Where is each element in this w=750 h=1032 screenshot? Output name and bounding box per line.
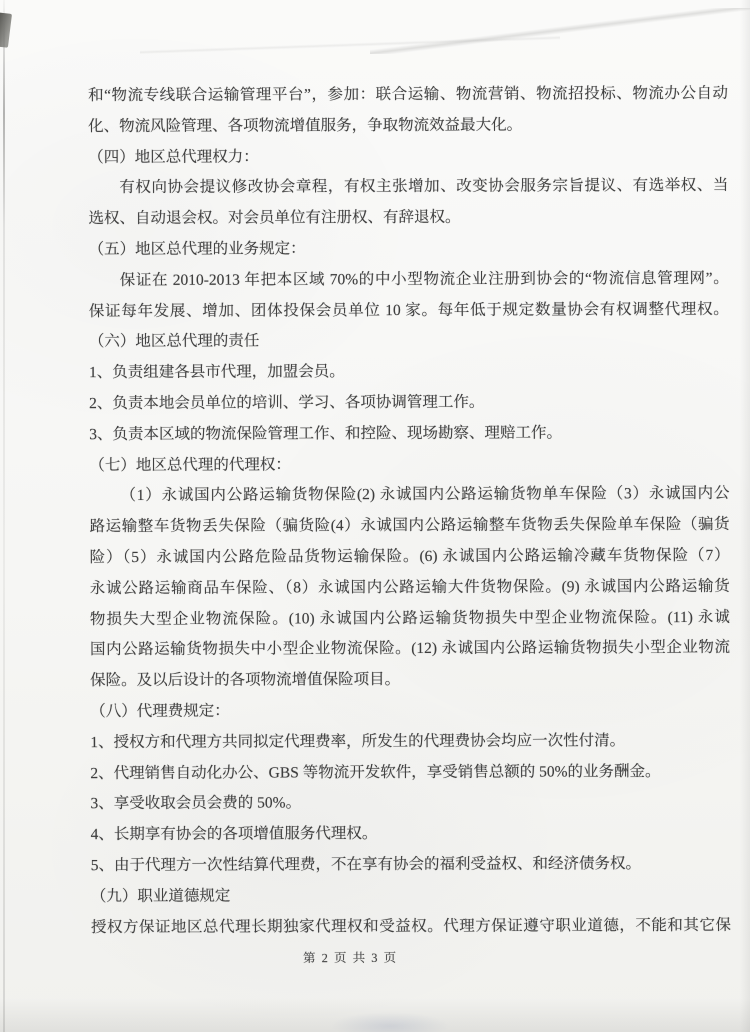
text-line: 保证在 2010-2013 年把本区域 70%的中小型物流企业注册到协会的“物流信息管理网”。	[119, 269, 729, 289]
scan-smudge-artifact	[330, 1012, 450, 1032]
text-line: 保险。及以后设计的各项物流增值保险项目。	[90, 671, 401, 690]
scan-corner-artifact	[0, 12, 12, 48]
text-line: 有权向协会提议修改协会章程，有权主张增加、改变协会服务宗旨提议、有选举权、当	[119, 177, 729, 197]
text-line: 2、负责本地会员单位的培训、学习、各项协调管理工作。	[89, 393, 485, 413]
text-line: 保证每年发展、增加、团体投保会员单位 10 家。每年低于规定数量协会有权调整代理权。	[88, 300, 729, 320]
section-heading: （八）代理费规定：	[90, 702, 230, 721]
text-line: 授权方保证地区总代理长期独家代理权和受益权。代理方保证遵守职业道德，不能和其它保	[90, 916, 731, 936]
text-line: 1、负责组建各县市代理，加盟会员。	[88, 363, 345, 382]
section-heading: （四）地区总代理权力：	[88, 148, 259, 166]
text-line: 永诚公路运输商品车保险、（8）永诚国内公路运输大件货物保险。(9) 永诚国内公路运输货	[89, 577, 730, 597]
section-heading: （九）职业道德规定	[90, 887, 231, 905]
page-number-footer: 第 2 页 共 3 页	[302, 950, 398, 966]
text-line: 险）（5）永诚国内公路危险品货物运输保险。(6) 永诚国内公路运输冷藏车货物保险（7）	[89, 546, 730, 567]
text-line: 1、授权方和代理方共同拟定代理费率，所发生的代理费协会均应一次性付清。	[90, 731, 626, 751]
section-heading: （五）地区总代理的业务规定：	[88, 240, 306, 259]
text-line: 4、长期享有协会的各项增值服务代理权。	[90, 825, 378, 844]
text-line: 3、负责本区域的物流保险管理工作、和控险、现场勘察、理赔工作。	[89, 424, 563, 443]
text-line: 路运输整车货物丢失保险（骗货险(4）永诚国内公路运输整车货物丢失保险单车保险（骗货	[89, 516, 730, 536]
scan-crease	[140, 28, 560, 62]
text-line: 化、物流风险管理、各项物流增值服务，争取物流效益最大化。	[88, 116, 523, 135]
text-line: （1）永诚国内公路运输货物保险(2) 永诚国内公路运输货物单车保险（3）永诚国内公	[120, 485, 730, 505]
text-line: 物损失大型企业物流保险。(10) 永诚国内公路运输货物损失中型企业物流保险。(11) 永诚	[89, 608, 730, 628]
text-line: 国内公路运输货物损失中小型企业物流保险。(12) 永诚国内公路运输货物损失小型企业物流	[89, 639, 731, 659]
text-line: 3、享受收取会员会费的 50%。	[90, 794, 302, 813]
scan-edge-shade	[740, 0, 750, 1032]
section-heading: （七）地区总代理的代理权：	[89, 455, 291, 474]
text-line: 选权、自动退会权。对会员单位有注册权、有辞退权。	[88, 209, 461, 228]
section-heading: （六）地区总代理的责任	[88, 332, 260, 351]
document-body	[88, 79, 731, 944]
text-line: 2、代理销售自动化办公、GBS 等物流开发软件，享受销售总额的 50%的业务酬金。	[90, 762, 661, 782]
text-line: 5、由于代理方一次性结算代理费，不在享有协会的福利受益权、和经济债务权。	[90, 855, 642, 875]
text-line: 和“物流专线联合运输管理平台”，参加：联合运输、物流营销、物流招投标、物流办公自动	[88, 84, 729, 105]
scan-edge-line	[3, 0, 5, 1032]
